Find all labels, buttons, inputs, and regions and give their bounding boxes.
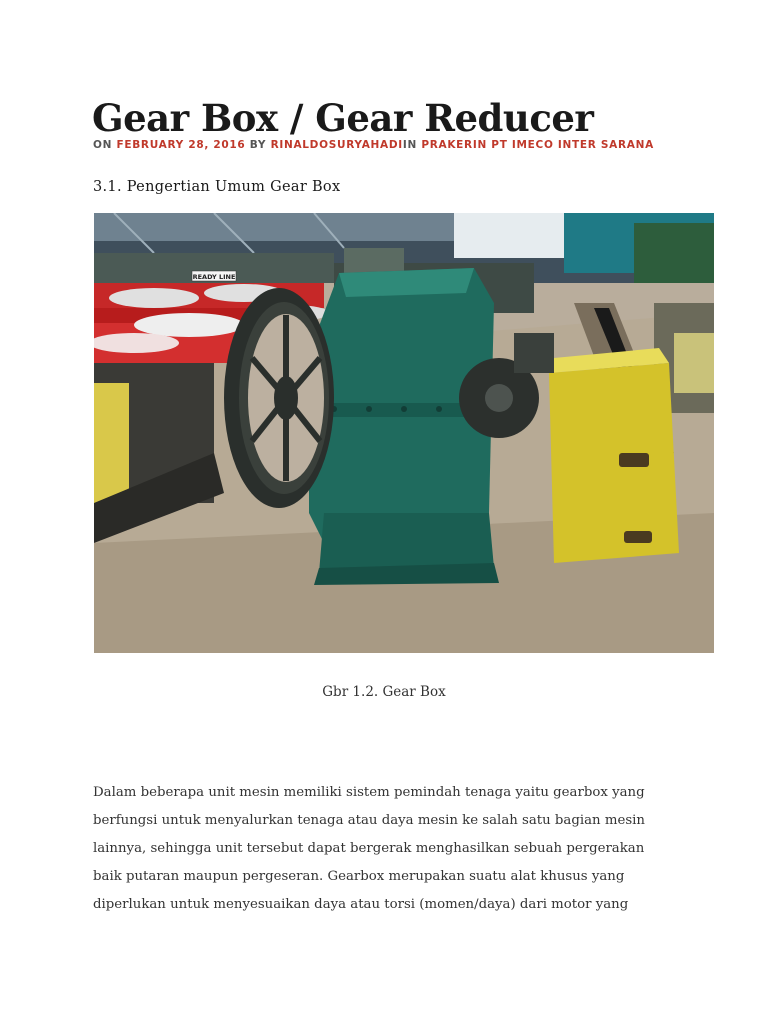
article-paragraph [93,779,683,919]
author-link[interactable]: RINALDOSURYAHADI [270,139,403,151]
paragraph-line: Dalam beberapa unit mesin memiliki sistem pemindah tenaga yaitu gearbox yang [93,785,645,800]
paragraph-line: baik putaran maupun pergeseran. Gearbox merupakan suatu alat khusus yang [93,869,625,884]
meta-in-label: IN [402,139,417,151]
gearbox-photo-illustration [94,213,714,653]
meta-by-label: BY [249,139,267,151]
ready-line-sign: READY LINE [192,273,236,281]
category-link[interactable]: PRAKERIN PT IMECO INTER SARANA [421,139,654,151]
paragraph-line: berfungsi untuk menyalurkan tenaga atau daya mesin ke salah satu bagian mesin [93,813,645,828]
pulley-wheel [224,288,334,508]
figure-caption: Gbr 1.2. Gear Box [322,684,446,700]
post-meta [93,138,654,152]
gearbox-photo [94,213,714,653]
meta-on-label: ON [93,139,113,151]
section-heading: 3.1. Pengertian Umum Gear Box [93,179,341,195]
post-date-link[interactable]: FEBRUARY 28, 2016 [116,139,246,151]
paragraph-line: diperlukan untuk menyesuaikan daya atau torsi (momen/daya) dari motor yang [93,897,629,912]
paragraph-line: lainnya, sehingga unit tersebut dapat bergerak menghasilkan sebuah pergerakan [93,841,645,856]
article-title: Gear Box / Gear Reducer [92,96,594,140]
